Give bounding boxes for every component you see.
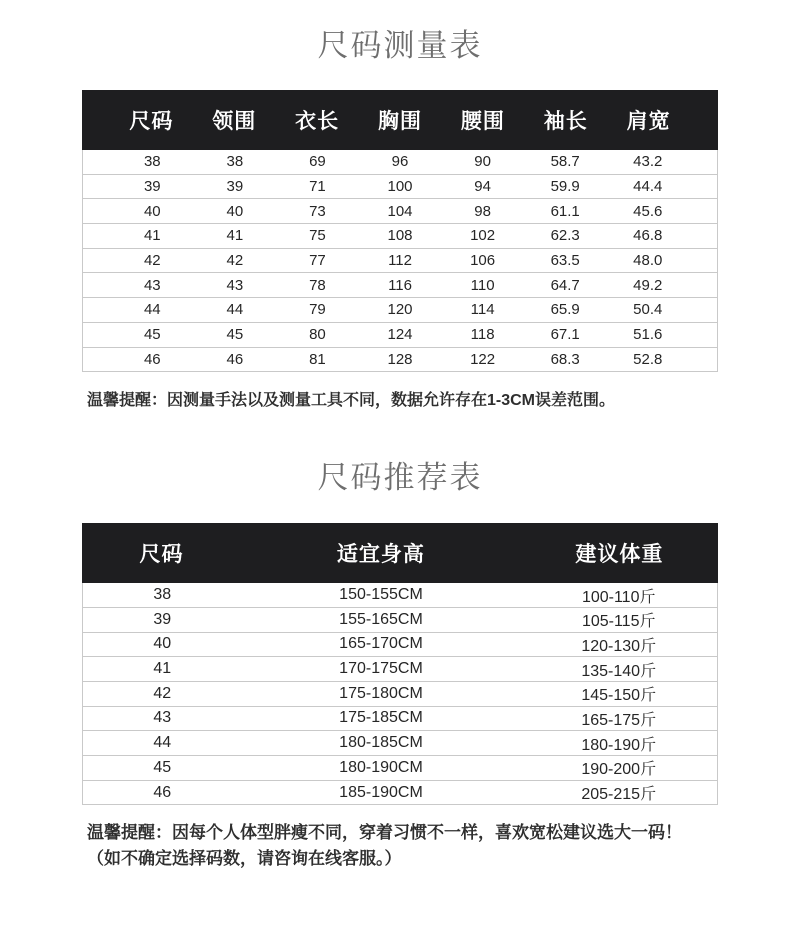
table-cell: 46 [153, 783, 172, 801]
table-row [82, 298, 718, 323]
table-cell: 42 [153, 684, 172, 702]
table-cell: 38 [143, 153, 161, 171]
table-cell: 104 [387, 202, 413, 220]
table-cell: 38 [226, 153, 244, 171]
table-cell: 43 [153, 709, 172, 727]
table-cell: 98 [474, 202, 491, 220]
table-cell: 45 [226, 326, 244, 344]
table-cell: 180-190CM [339, 758, 423, 776]
table-row [82, 323, 718, 348]
table-cell: 94 [474, 178, 491, 196]
table-cell: 41 [143, 227, 161, 245]
table-row [82, 682, 718, 707]
table-row [82, 224, 718, 249]
table-cell: 128 [387, 350, 413, 368]
table-cell: 61.1 [550, 202, 580, 220]
table-cell: 116 [388, 276, 412, 294]
table-cell: 69 [309, 153, 326, 171]
table-cell: 108 [387, 227, 413, 245]
table-cell: 40 [143, 202, 161, 220]
table-cell: 46 [226, 350, 244, 368]
column-header: 尺码 [139, 543, 184, 567]
table-cell: 122 [470, 350, 496, 368]
measurement-table-title: 尺码测量表 [317, 28, 483, 63]
table-row [82, 175, 718, 200]
table-cell: 165-175斤 [581, 711, 657, 729]
table-row [82, 756, 718, 781]
table-header-row [82, 90, 718, 150]
table-cell: 205-215斤 [581, 786, 657, 804]
table-cell: 46 [143, 350, 161, 368]
table-cell: 102 [470, 227, 496, 245]
table-row [82, 731, 718, 756]
table-cell: 175-185CM [339, 709, 423, 727]
table-cell: 110 [470, 276, 495, 294]
table-cell: 44 [226, 301, 244, 319]
table-cell: 59.9 [550, 178, 580, 196]
recommendation-note-line1: 温馨提醒：因每个人体型胖瘦不同，穿着习惯不一样，喜欢宽松建议选大一码！ [87, 823, 682, 843]
table-cell: 114 [470, 301, 495, 319]
table-cell: 68.3 [550, 350, 580, 368]
table-cell: 41 [226, 227, 244, 245]
table-cell: 67.1 [550, 326, 580, 344]
table-cell: 42 [143, 252, 161, 270]
table-row [82, 348, 718, 373]
column-header: 肩宽 [626, 110, 671, 133]
column-header: 胸围 [378, 110, 422, 133]
table-cell: 44.4 [633, 178, 663, 196]
table-cell: 120 [387, 301, 413, 319]
table-cell: 41 [153, 660, 172, 678]
column-header: 领围 [212, 110, 257, 133]
table-cell: 155-165CM [339, 610, 423, 628]
table-cell: 42 [226, 252, 244, 270]
table-cell: 43 [226, 276, 244, 294]
column-header: 尺码 [129, 110, 174, 133]
table-cell: 52.8 [633, 350, 663, 368]
table-cell: 73 [309, 202, 326, 220]
table-cell: 180-185CM [339, 734, 423, 752]
table-cell: 100 [387, 178, 413, 196]
table-cell: 79 [309, 301, 326, 319]
table-row [82, 657, 718, 682]
table-cell: 75 [309, 227, 326, 245]
table-cell: 105-115斤 [581, 613, 656, 631]
table-cell: 65.9 [550, 301, 580, 319]
table-cell: 120-130斤 [581, 637, 657, 655]
table-cell: 39 [226, 178, 244, 196]
table-cell: 106 [470, 252, 496, 270]
table-row [82, 199, 718, 224]
table-cell: 45 [153, 758, 172, 776]
table-row [82, 608, 718, 633]
table-cell: 90 [474, 153, 491, 171]
table-cell: 63.5 [550, 252, 580, 270]
table-row [82, 273, 718, 298]
table-cell: 49.2 [633, 276, 663, 294]
column-header: 衣长 [295, 110, 340, 133]
size-measurement-table [82, 90, 718, 372]
table-cell: 165-170CM [339, 635, 423, 653]
table-cell: 135-140斤 [581, 662, 657, 680]
table-cell: 58.7 [550, 153, 580, 171]
table-cell: 51.6 [633, 326, 663, 344]
table-cell: 64.7 [550, 276, 580, 294]
recommendation-note-line2: （如不确定选择码数，请咨询在线客服。） [87, 849, 402, 869]
recommendation-note [87, 820, 740, 872]
table-cell: 40 [226, 202, 244, 220]
table-cell: 180-190斤 [581, 736, 657, 754]
table-cell: 45 [143, 326, 161, 344]
measurement-note: 温馨提醒：因测量手法以及测量工具不同，数据允许存在1-3CM误差范围。 [87, 392, 616, 410]
table-cell: 190-200斤 [581, 761, 657, 779]
table-cell: 40 [153, 635, 172, 653]
table-row [82, 781, 718, 806]
table-row [82, 249, 718, 274]
table-cell: 46.8 [633, 227, 663, 245]
table-cell: 39 [153, 610, 172, 628]
table-cell: 43.2 [633, 153, 663, 171]
table-row [82, 707, 718, 732]
table-cell: 77 [309, 252, 326, 270]
size-recommendation-table [82, 523, 718, 805]
column-header: 袖长 [543, 110, 588, 133]
table-cell: 100-110斤 [581, 588, 656, 606]
table-cell: 44 [153, 734, 172, 752]
table-cell: 175-180CM [339, 684, 423, 702]
table-cell: 39 [143, 178, 161, 196]
table-cell: 112 [388, 252, 412, 270]
table-cell: 78 [309, 276, 326, 294]
table-cell: 48.0 [633, 252, 663, 270]
table-cell: 71 [309, 178, 326, 196]
table-cell: 43 [143, 276, 161, 294]
table-cell: 96 [391, 153, 409, 171]
column-header: 适宜身高 [336, 543, 425, 567]
table-cell: 185-190CM [339, 783, 423, 801]
table-row [82, 150, 718, 175]
table-cell: 80 [309, 326, 326, 344]
table-row [82, 583, 718, 608]
column-header: 建议体重 [575, 543, 664, 567]
table-cell: 150-155CM [339, 586, 423, 604]
table-cell: 170-175CM [339, 660, 423, 678]
table-cell: 50.4 [633, 301, 663, 319]
table-cell: 45.6 [633, 202, 663, 220]
table-cell: 124 [387, 326, 413, 344]
table-cell: 118 [470, 326, 495, 344]
table-row [82, 633, 718, 658]
column-header: 腰围 [460, 110, 505, 133]
recommendation-table-title: 尺码推荐表 [317, 460, 483, 496]
table-header-row [82, 523, 718, 583]
table-cell: 81 [309, 350, 326, 368]
table-cell: 62.3 [550, 227, 580, 245]
table-cell: 38 [153, 586, 172, 604]
table-cell: 44 [143, 301, 161, 319]
table-cell: 145-150斤 [581, 687, 657, 705]
